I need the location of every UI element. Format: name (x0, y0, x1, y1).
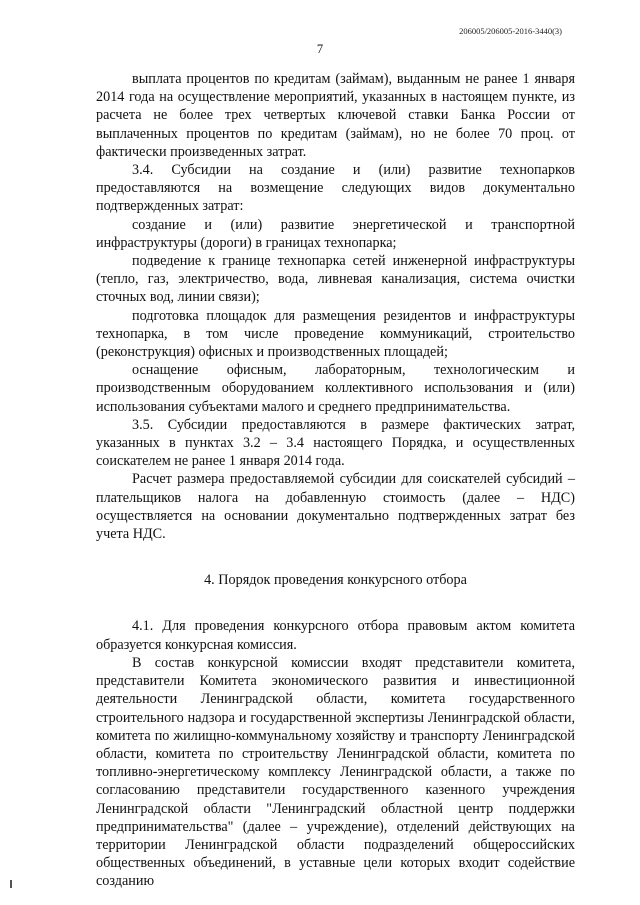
paragraph-3-4: 3.4. Субсидии на создание и (или) развитие технопарков предоставляются на возмещение следующих видов документально подтвержденных затрат: (96, 162, 575, 215)
paragraph-4-1: 4.1. Для проведения конкурсного отбора правовым актом комитета образуется конкурсная комиссия. (96, 618, 575, 653)
paragraph-commission-composition: В состав конкурсной комиссии входят представители комитета, представители Комитета экономического развития и инвестиционной деятельности Ленинградской области, комитета государственного строительного надзора и государственной экспертизы Ленинградской области, комитета по жилищно-коммунальному хозяйству и транспорту Ленинградской области, комитета по строительству Ленинградской области, комитета по топливно-энергетическому комплексу Ленинградской области, а также по согласованию представители государственного казенного учреждения Ленинградской области "Ленинградский областной центр поддержки предпринимательства" (далее – учреждение), отделений действующих на территории Ленинградской области подразделений общероссийских общественных объединений, в уставные цели которых входит содействие созданию (96, 654, 575, 890)
paragraph-3-5: 3.5. Субсидии предоставляются в размере фактических затрат, указанных в пунктах 3.2 – 3.4 настоящего Порядка, и осуществленных соискателем не ранее 1 января 2014 года. (96, 416, 575, 470)
paragraph-site-preparation: подготовка площадок для размещения резидентов и инфраструктуры технопарка, в том числе проведение коммуникаций, строительство (реконструкция) офисных и производственных площадей; (96, 307, 575, 361)
paragraph-equipment: оснащение офисным, лабораторным, технологическим и производственным оборудованием коллективного использования и (или) использования субъектами малого и среднего предпринимательства. (96, 362, 575, 415)
section-heading: 4. Порядок проведения конкурсного отбора (204, 572, 467, 589)
paragraph-engineering-networks: подведение к границе технопарка сетей инженерной инфраструктуры (тепло, газ, электричество, вода, ливневая канализация, система очистки сточных вод, линии связи); (96, 253, 575, 306)
paragraph-energy-infrastructure: создание и (или) развитие энергетической и транспортной инфраструктуры (дороги) в границах технопарка; (96, 216, 575, 251)
document-body (96, 70, 575, 891)
paragraph-interest-payment: выплата процентов по кредитам (займам), выданным не ранее 1 января 2014 года на осуществление мероприятий, указанных в настоящем пункте, из расчета не более трех четвертых ключевой ставки Банка России от выплаченных процентов по кредитам (займам), но не более 70 проц. от фактически произведенных затрат. (96, 71, 575, 160)
document-id: 206005/206005-2016-3440(3) (459, 26, 562, 36)
scan-artifact (10, 880, 12, 888)
page-number: 7 (316, 42, 324, 56)
paragraph-vat-calculation: Расчет размера предоставляемой субсидии для соискателей субсидий – плательщиков налога на добавленную стоимость (далее – НДС) осуществляется на основании документально подтвержденных затрат без учета НДС. (96, 471, 575, 543)
